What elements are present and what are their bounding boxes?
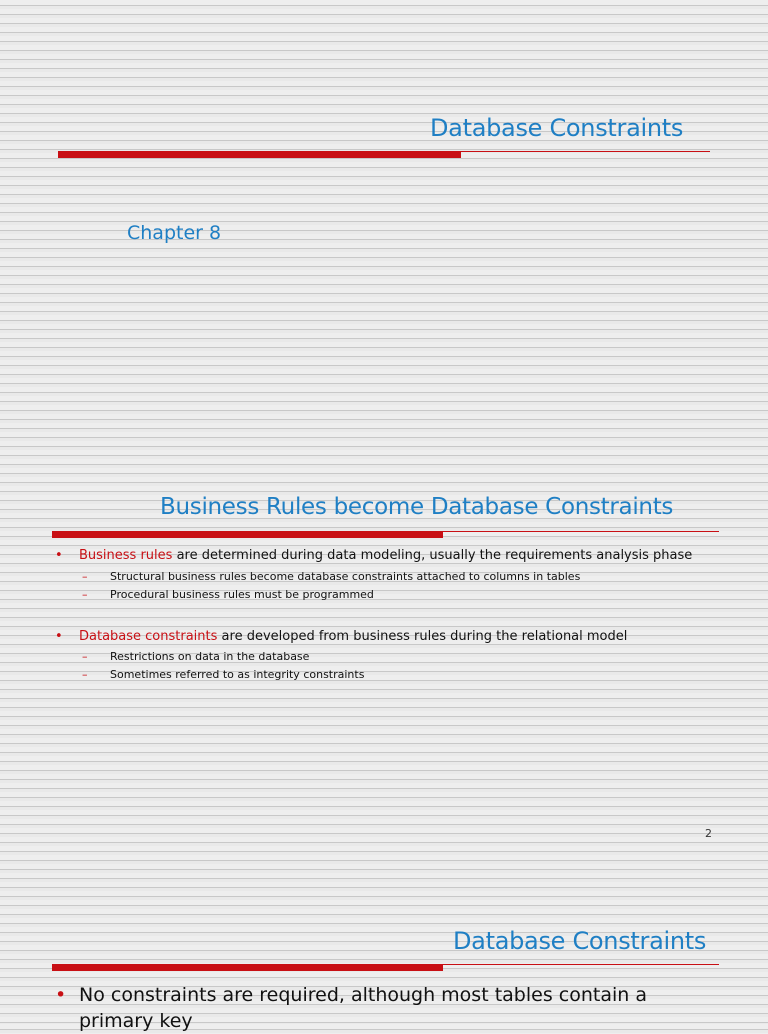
slide-2 [0,460,768,860]
dash-icon: – [82,570,88,583]
sub-bullet-integrity [82,668,364,681]
slide-3 [0,900,768,1032]
sub-bullet-text: Structural business rules become database constraints attached to columns in tables [110,570,581,583]
title-underline-thick [52,964,443,971]
title-underline-thick [52,531,443,538]
bullet-text: are determined during data modeling, usually the requirements analysis phase [172,548,693,563]
title-underline-thin [461,151,710,152]
dash-icon: – [82,588,88,601]
bullet-text-continuation: primary key [79,1010,193,1032]
bullet-icon: • [55,629,63,644]
bullet-highlight: Database constraints [79,629,218,644]
sub-bullet-text: Sometimes referred to as integrity constraints [110,668,365,681]
sub-bullet-text: Restrictions on data in the database [110,650,310,663]
bullet-continuation [79,1008,193,1034]
sub-bullet-text: Procedural business rules must be programmed [110,588,374,601]
bullet-database-constraints [55,629,627,644]
bullet-business-rules [55,548,692,563]
dash-icon: – [82,668,88,681]
title-underline-thin [443,964,719,965]
bullet-icon: • [55,984,67,1006]
bullet-text: are developed from business rules during the relational model [217,629,628,644]
bullet-highlight: Business rules [79,548,173,563]
sub-bullet-restrictions [82,650,309,663]
slide-1-subtitle: Chapter 8 [127,222,222,244]
slide-1 [0,0,768,300]
page-number: 2 [705,827,712,840]
bullet-icon: • [55,548,63,563]
title-underline-thin [443,531,719,532]
dash-icon: – [82,650,88,663]
bullet-text: No constraints are required, although most tables contain a [79,984,647,1006]
slide-2-title: Business Rules become Database Constraints [160,494,674,520]
slide-3-title: Database Constraints [453,927,707,955]
slide-1-title: Database Constraints [430,114,684,142]
bullet-no-constraints [55,982,647,1008]
title-underline-thick [58,151,461,158]
sub-bullet-procedural [82,588,374,601]
sub-bullet-structural [82,570,580,583]
